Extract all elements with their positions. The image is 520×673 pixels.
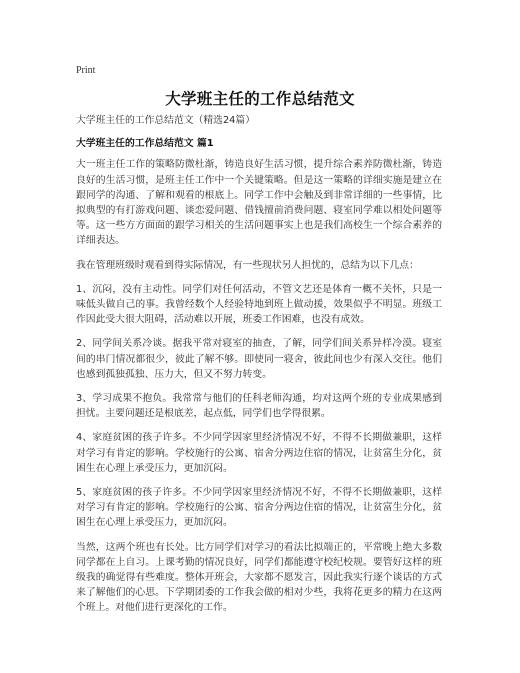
page-title: 大学班主任的工作总结范文 <box>165 90 355 108</box>
paragraph-conclusion: 当然，这两个班也有长处。比方同学们对学习的看法比拟端正的，平常晚上绝大多数同学都在上自习。上课考勤的情况良好，同学们都能遵守校纪校规。要管好这样的班级我的确觉得有些难度。整体开班会，大家都不愿发言，因此我实行逐个谈话的方式来了解他们的心思。下学期团委的工作我会做的相对少些，我将花更多的精力在这两个班上。对他们进行更深化的工作。 <box>76 541 442 614</box>
paragraph-point-2: 2、同学间关系冷谈。据我平常对寝室的抽查，了解，同学们间关系异样冷漠。寝室间的串门情况都很少，彼此了解不够。即使同一寝舍，彼此间也少有深入交往。他们也感到孤独孤独、压力大，但又不努力转变。 <box>76 338 442 380</box>
document-body <box>76 113 442 625</box>
paragraph-point-4: 4、家庭贫困的孩子许多。不少同学因家里经济情况不好，不得不长期做兼职，这样对学习有肯定的影响。学校施行的公寓、宿舍分两边住宿的情况，让贫富生分化，贫困生在心理上承受压力，更加沉闷。 <box>76 432 442 474</box>
paragraph-point-5: 5、家庭贫困的孩子许多。不少同学因家里经济情况不好，不得不长期做兼职，这样对学习有肯定的影响。学校施行的公寓、宿舍分两边住宿的情况，让贫富生分化，贫困生在心理上承受压力，更加沉闷。 <box>76 487 442 529</box>
paragraph-point-1: 1、沉闷，没有主动性。同学们对任何活动，不管文艺还是体育一概不关怀，只是一味低头做自己的事。我曾经数个人经验特地到班上做动援，效果似乎不明显。班级工作因此受大很大阻碍，活动难以开展，班委工作困难，也没有成效。 <box>76 283 442 326</box>
paragraph-intro: 大一班主任工作的策略防微杜渐，铸造良好生活习惯，提升综合素养防微杜渐，铸造良好的生活习惯，是班主任工作中一个关键策略。但是这一策略的详细实施是建立在跟同学的沟通、了解和观看的根底上。同学工作中会触及到非常详细的一些事情，比拟典型的有打游戏问题、谈恋爱问题、借钱擅前消费问题、寝室同学难以相处问题等等。这一些方方面面的跟学习相关的生活问题事实上也是我们高校生一个综合素养的详细表达。 <box>76 159 442 247</box>
section-heading: 大学班主任的工作总结范文 篇1 <box>76 138 214 150</box>
paragraph-point-3: 3、学习成果不抱负。我常常与他们的任科老师沟通，均对这两个班的专业成果感到担忧。主要问题还是根底差，起点低，同学们也学得很累。 <box>76 393 442 420</box>
print-label[interactable]: Print <box>76 65 96 76</box>
document-subtitle: 大学班主任的工作总结范文（精选24篇） <box>76 115 256 126</box>
paragraph-observation: 我在管理班级时观看到得实际情况，有一些现状另人担忧的，总结为以下几点： <box>76 259 419 271</box>
